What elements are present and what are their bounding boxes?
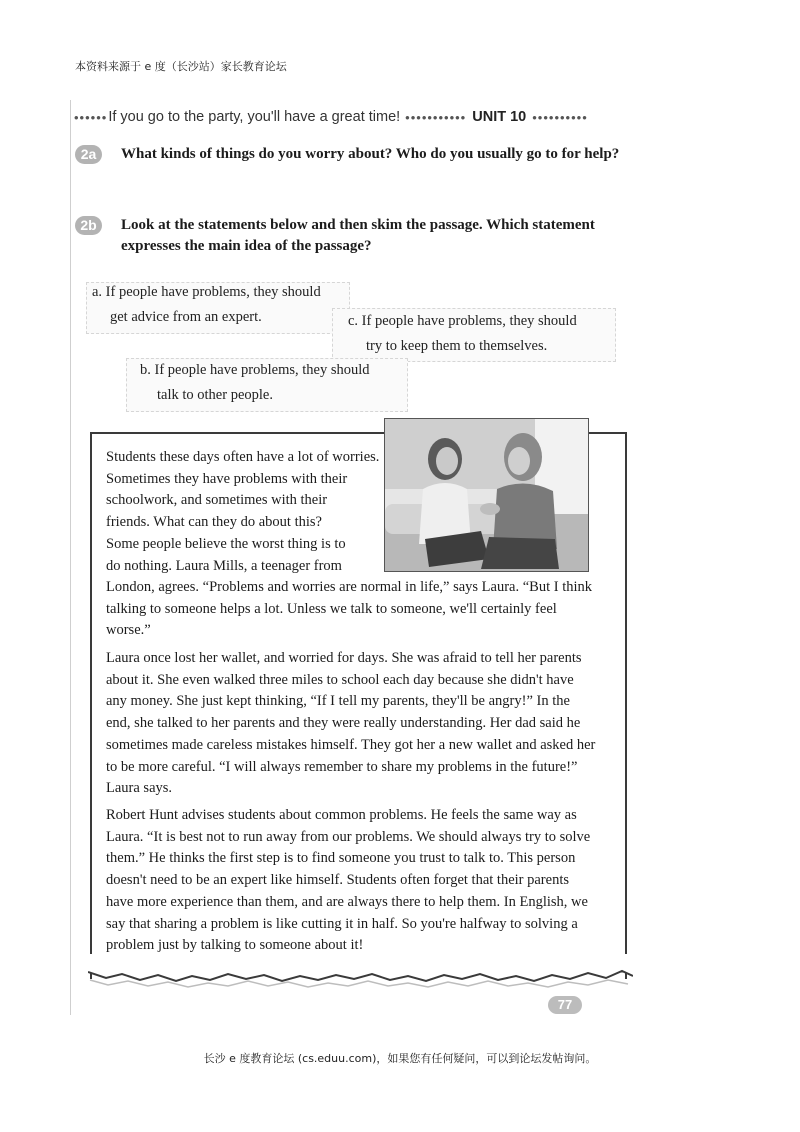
header-dots-left: •••••• (74, 109, 108, 125)
passage-line: friends. What can they do about this? (106, 514, 322, 531)
option-c-line2: try to keep them to themselves. (366, 338, 548, 354)
passage-paragraph-3: Robert Hunt advises students about common problems. He feels the same way as Laura. “It is best not to run away from our problems. We should always try to solve them.” He thinks the first step is to find someone you trust to talk to. This person doesn't need to be an expert like himself. Students often forget that their parents have more experience than them, and are always there to help them. In English, we say that sharing a problem is like cutting it in half. So you're halfway to solving a problem just by talking to someone about it! (106, 807, 591, 954)
option-b-line2: talk to other people. (157, 387, 273, 403)
task-2a-text: What kinds of things do you worry about? Who do you usually go to for help? (121, 146, 620, 162)
passage-paragraph-1-wrapped (106, 447, 596, 577)
running-header (74, 106, 649, 128)
task-2a-badge: 2a (75, 145, 102, 164)
passage-line: Students these days often have a lot of worries. (106, 449, 380, 465)
task-2b-badge: 2b (75, 216, 102, 235)
passage-line: Sometimes they have problems with their (106, 470, 348, 487)
header-dots-right: •••••••••• (532, 109, 588, 125)
passage-line: do nothing. Laura Mills, a teenager from (106, 557, 342, 574)
option-b-line1: b. If people have problems, they should (140, 362, 370, 378)
page-number: 77 (548, 996, 582, 1014)
task-2b-text: Look at the statements below and then skim the passage. Which statement expresses the main idea of the passage? (121, 217, 595, 254)
source-note-top: 本资料来源于 e 度（长沙站）家长教育论坛 (75, 60, 287, 73)
header-dots-mid: ••••••••••• (405, 109, 467, 125)
source-note-bottom: 长沙 e 度教育论坛 (cs.eduu.com)，如果您有任何疑问，可以到论坛发帖询问。 (203, 1052, 597, 1065)
page-spine (70, 100, 71, 1015)
unit-label: UNIT 10 (472, 109, 527, 125)
option-a-line1: a. If people have problems, they should (92, 284, 321, 300)
passage-line: schoolwork, and sometimes with their (106, 492, 328, 509)
option-a-line2: get advice from an expert. (110, 309, 262, 325)
header-title: If you go to the party, you'll have a great time! (108, 109, 401, 125)
option-c-line1: c. If people have problems, they should (348, 313, 577, 329)
passage-line: Some people believe the worst thing is to (106, 535, 346, 552)
passage-paragraph-2: Laura once lost her wallet, and worried for days. She was afraid to tell her parents about it. She even walked three miles to school each day because she didn't have any money. She just kept thinking, “If I tell my parents, they'll be angry!” In the end, she talked to her parents and they were really understanding. Her dad said he sometimes made careless mistakes himself. They got her a new wallet and asked her to be more careful. “I will always remember to share my problems in the future!” Laura says. (106, 650, 596, 797)
passage-paragraph-1-rest: London, agrees. “Problems and worries are normal in life,” says Laura. “But I think talking to someone helps a lot. Unless we talk to someone, we'll certainly feel worse.” (106, 579, 593, 639)
